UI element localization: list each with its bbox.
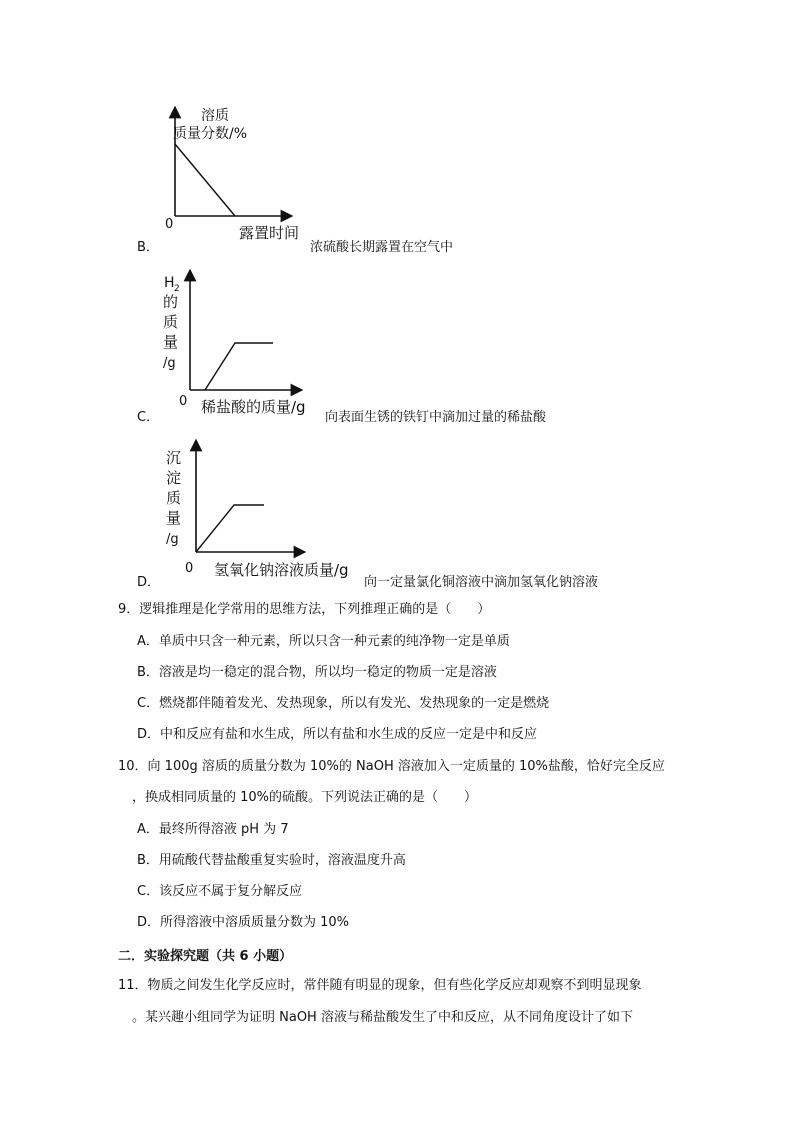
- data-line: [196, 505, 264, 552]
- y-label-5: /g: [163, 356, 176, 371]
- y-label-2: 的: [163, 293, 179, 311]
- graph-d: [158, 435, 358, 585]
- origin-label: 0: [165, 217, 174, 232]
- option-c-description: 向表面生锈的铁钉中滴加过量的稀盐酸: [325, 410, 547, 425]
- q10-stem-line1: 10．向 100g 溶质的质量分数为 10%的 NaOH 溶液加入一定质量的 10%盐酸，恰好完全反应: [118, 759, 665, 774]
- q10-option-c: C．该反应不属于复分解反应: [137, 884, 303, 899]
- q9-option-b: B．溶液是均一稳定的混合物，所以均一稳定的物质一定是溶液: [137, 665, 497, 680]
- q9-option-d: D．中和反应有盐和水生成，所以有盐和水生成的反应一定是中和反应: [137, 727, 538, 742]
- y-label-3: 质: [163, 313, 179, 331]
- q10-option-b: B．用硫酸代替盐酸重复实验时，溶液温度升高: [137, 853, 406, 868]
- y-label-2: 淀: [166, 469, 182, 487]
- q11-line2: 。某兴趣小组同学为证明 NaOH 溶液与稀盐酸发生了中和反应，从不同角度设计了如下: [132, 1010, 633, 1025]
- origin-label: 0: [179, 394, 188, 409]
- data-line: [175, 144, 235, 216]
- q10-option-a: A．最终所得溶液 pH 为 7: [137, 822, 289, 837]
- data-line: [205, 343, 273, 390]
- option-b-description: 浓硫酸长期露置在空气中: [310, 240, 454, 255]
- x-label: 氢氧化钠溶液质量/g: [214, 561, 349, 579]
- q10-option-d: D．所得溶液中溶质质量分数为 10%: [137, 915, 350, 930]
- origin-label: 0: [185, 561, 194, 576]
- x-label: 露置时间: [239, 224, 300, 240]
- y-label-3: 质: [166, 489, 182, 507]
- y-label-4: 量: [163, 333, 179, 351]
- option-c-letter: C．: [137, 410, 160, 425]
- option-d-description: 向一定量氯化铜溶液中滴加氢氧化钠溶液: [364, 575, 599, 590]
- y-label-5: /g: [166, 532, 179, 547]
- y-label-h: H: [164, 275, 175, 291]
- x-label: 稀盐酸的质量/g: [201, 398, 306, 416]
- y-label-sub: 2: [174, 284, 180, 294]
- q9-option-a: A．单质中只含一种元素，所以只含一种元素的纯净物一定是单质: [137, 634, 510, 649]
- q9-option-c: C．燃烧都伴随着发光、发热现象，所以有发光、发热现象的一定是燃烧: [137, 696, 550, 711]
- option-d-letter: D．: [137, 575, 161, 590]
- section-title: 二．实验探究题（共 6 小题）: [118, 949, 293, 964]
- y-label-1: 沉: [166, 449, 182, 467]
- graph-c: [155, 265, 330, 420]
- q9-stem: 9．逻辑推理是化学常用的思维方法，下列推理正确的是（ ）: [118, 602, 491, 617]
- y-label-2: 质量分数/%: [173, 126, 248, 142]
- y-label-4: 量: [166, 509, 182, 527]
- q10-stem-line2: ，换成相同质量的 10%的硫酸。下列说法正确的是（ ）: [132, 790, 478, 805]
- y-label-1: 溶质: [201, 108, 229, 124]
- graph-b: [145, 100, 315, 240]
- q11-line1: 11．物质之间发生化学反应时，常伴随有明显的现象，但有些化学反应却观察不到明显现象: [118, 978, 642, 993]
- option-b-letter: B．: [137, 240, 159, 255]
